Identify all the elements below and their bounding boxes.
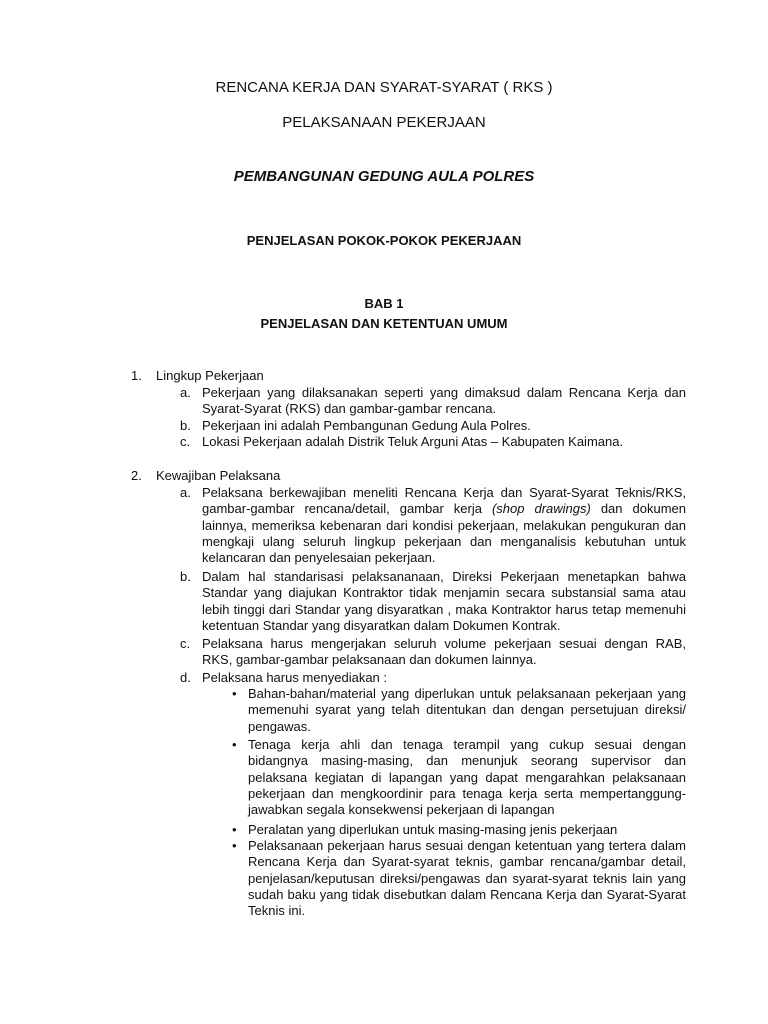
item-label: b. xyxy=(180,569,191,584)
item-label: a. xyxy=(180,485,191,500)
section-number: 1. xyxy=(131,368,142,383)
item-label: a. xyxy=(180,385,191,400)
bullet-text: Tenaga kerja ahli dan tenaga terampil yang cukup sesuai dengan bidangnya masing-masing, dan menunjuk seorang supervisor dan pelaksana kegiatan di lapangan yang dapat mengarahkan pelaksanaan pekerjaan dan mengkoordinir para tenaga kerja serta mempertanggung-jawabkan segala konsekwensi pekerjaan di lapangan xyxy=(248,737,686,818)
item-label: d. xyxy=(180,670,191,685)
bullet-icon: • xyxy=(232,686,237,701)
item-text: Pekerjaan ini adalah Pembangunan Gedung Aula Polres. xyxy=(202,418,531,433)
project-name: PEMBANGUNAN GEDUNG AULA POLRES xyxy=(233,168,535,185)
bullet-icon: • xyxy=(232,737,237,752)
bullet-icon: • xyxy=(232,838,237,853)
section-number: 2. xyxy=(131,468,142,483)
item-text: Pelaksana harus menyediakan : xyxy=(202,670,388,685)
document-subtitle: PELAKSANAAN PEKERJAAN xyxy=(282,114,486,131)
item-text: Dalam hal standarisasi pelaksananaan, Direksi Pekerjaan menetapkan bahwa Standar yang diajukan Kontraktor tidak menjamin secara substansial sama atau lebih tinggi dari Standar yang disyaratkan , maka Kontraktor harus tetap memenuhi ketentuan Standar yang disyaratkan dalam Dokumen Kontrak. xyxy=(202,569,686,633)
chapter-number: BAB 1 xyxy=(364,296,404,311)
item-text: Lokasi Pekerjaan adalah Distrik Teluk Arguni Atas – Kabupaten Kaimana. xyxy=(202,434,624,449)
item-label: b. xyxy=(180,418,191,433)
item-label: c. xyxy=(180,434,191,449)
section-heading: PENJELASAN POKOK-POKOK PEKERJAAN xyxy=(246,233,522,248)
item-text: Pekerjaan yang dilaksanakan seperti yang dimaksud dalam Rencana Kerja dan Syarat-Syarat (RKS) dan gambar-gambar rencana. xyxy=(202,385,686,417)
section-title: Lingkup Pekerjaan xyxy=(156,368,264,383)
chapter-title: PENJELASAN DAN KETENTUAN UMUM xyxy=(260,316,508,331)
bullet-text: Pelaksanaan pekerjaan harus sesuai dengan ketentuan yang tertera dalam Rencana Kerja dan Syarat-syarat teknis, gambar rencana/gambar detail, penjelasan/keputusan direksi/pengawas dan syarat-syarat teknis lain yang sudah baku yang tidak disebutkan dalam Rencana Kerja dan Syarat-Syarat Teknis ini. xyxy=(248,838,686,919)
bullet-text: Bahan-bahan/material yang diperlukan untuk pelaksanaan pekerjaan yang memenuhi syarat yang telah ditentukan dan dengan persetujuan direksi/ pengawas. xyxy=(248,686,686,734)
item-text: Pelaksana harus mengerjakan seluruh volume pekerjaan sesuai dengan RAB, RKS, gambar-gambar pelaksanaan dan dokumen lainnya. xyxy=(202,636,686,668)
bullet-icon: • xyxy=(232,822,237,837)
document-title: RENCANA KERJA DAN SYARAT-SYARAT ( RKS ) xyxy=(215,79,553,96)
item-text: Pelaksana berkewajiban meneliti Rencana Kerja dan Syarat-Syarat Teknis/RKS, gambar-gambar rencana/detail, gambar kerja (shop drawings) dan dokumen lainnya, memeriksa kebenaran dari kondisi pekerjaan, melakukan pengukuran dan mengkaji ulang seluruh lingkup pekerjaan dan menganalisis kebutuhan untuk kelancaran dan penyelesaian pekerjaan. xyxy=(202,485,686,566)
bullet-text: Peralatan yang diperlukan untuk masing-masing jenis pekerjaan xyxy=(248,822,618,837)
item-label: c. xyxy=(180,636,191,651)
section-title: Kewajiban Pelaksana xyxy=(156,468,281,483)
